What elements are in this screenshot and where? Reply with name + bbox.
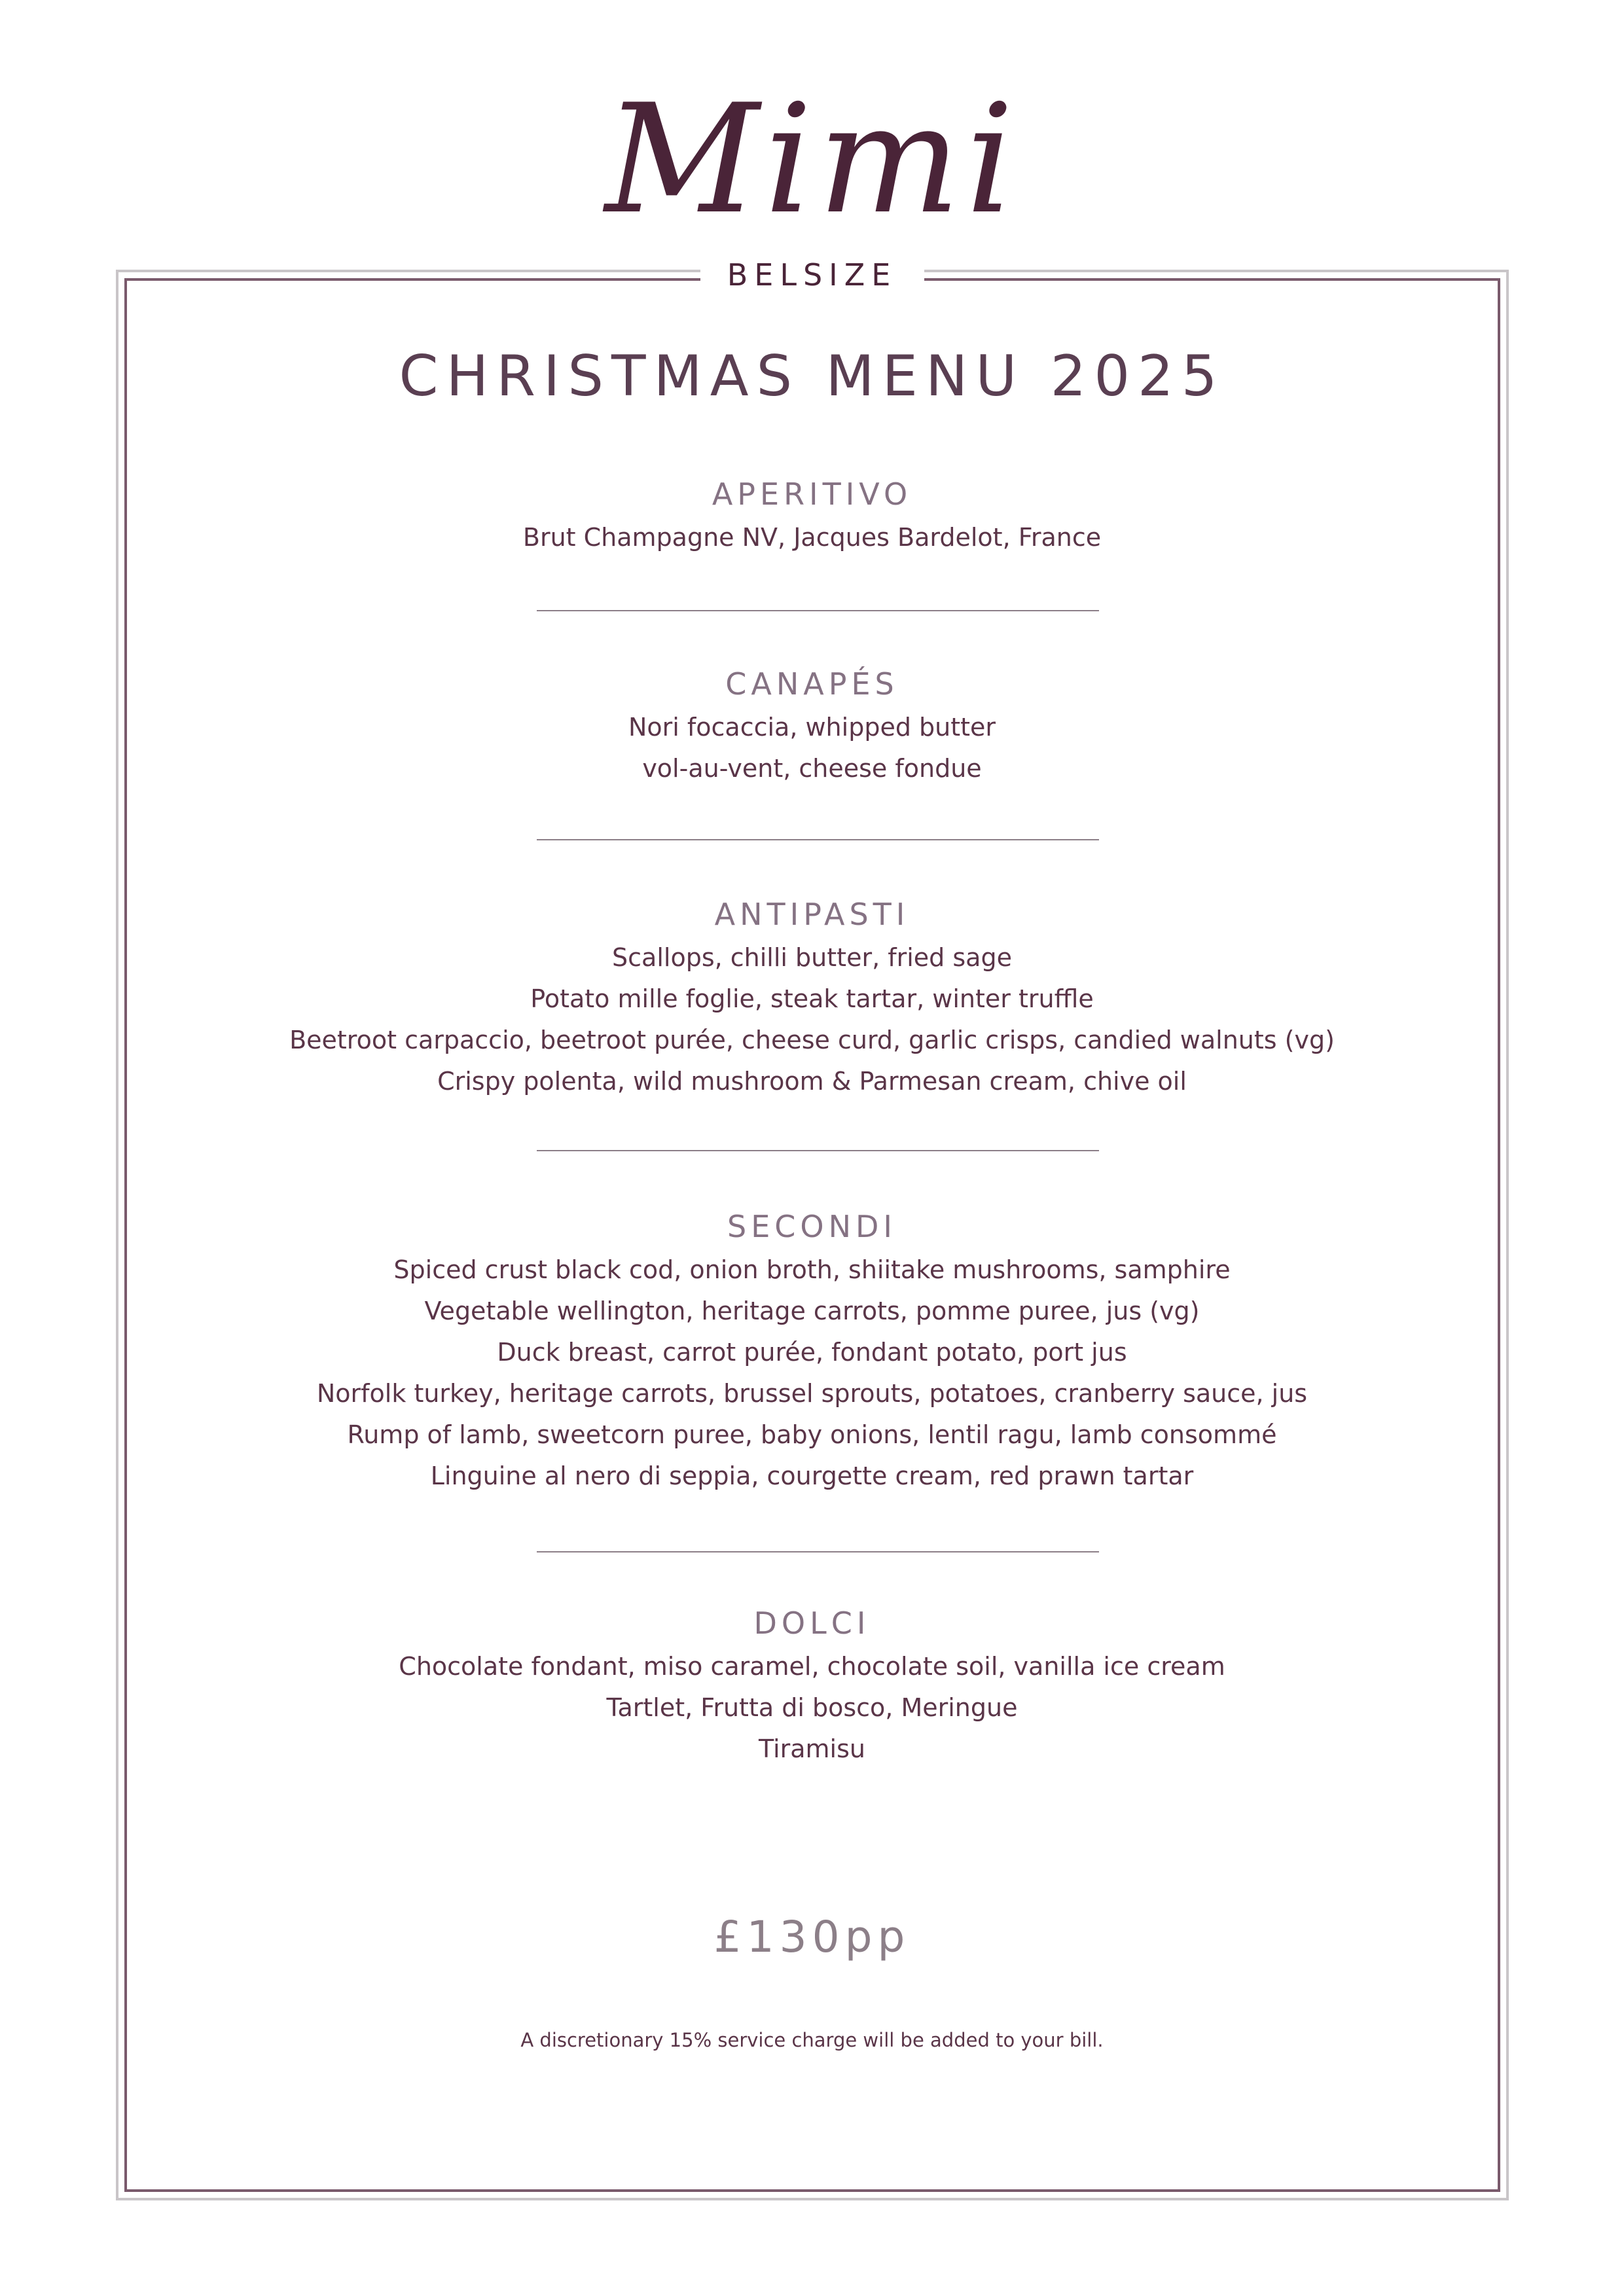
section-heading: DOLCI xyxy=(753,1605,871,1641)
menu-item: vol-au-vent, cheese fondue xyxy=(642,754,982,783)
section-canapes xyxy=(0,661,1624,789)
mimi-logo: Mimi xyxy=(605,73,1019,247)
service-charge-note: A discretionary 15% service charge will be added to your bill. xyxy=(520,2029,1104,2051)
menu-item: Potato mille foglie, steak tartar, winter truffle xyxy=(530,984,1094,1013)
menu-item: Tiramisu xyxy=(759,1734,865,1763)
menu-item: Linguine al nero di seppia, courgette cream, red prawn tartar xyxy=(430,1462,1194,1490)
menu-item: Crispy polenta, wild mushroom & Parmesan cream, chive oil xyxy=(437,1067,1187,1096)
section-heading: SECONDI xyxy=(727,1209,897,1244)
menu-item: Tartlet, Frutta di bosco, Meringue xyxy=(606,1693,1018,1722)
logo-subtitle: BELSIZE xyxy=(727,257,897,293)
section-antipasti xyxy=(0,891,1624,1102)
menu-item: Norfolk turkey, heritage carrots, brussel sprouts, potatoes, cranberry sauce, jus xyxy=(316,1379,1308,1408)
menu-item: Nori focaccia, whipped butter xyxy=(628,713,996,742)
section-divider xyxy=(537,839,1099,840)
menu-price: £130pp xyxy=(713,1912,911,1962)
section-divider xyxy=(537,1150,1099,1151)
menu-item: Scallops, chilli butter, fried sage xyxy=(612,943,1012,972)
section-heading: APERITIVO xyxy=(712,476,912,512)
menu-item: Chocolate fondant, miso caramel, chocolate soil, vanilla ice cream xyxy=(399,1652,1225,1681)
section-aperitivo xyxy=(0,471,1624,558)
menu-item: Rump of lamb, sweetcorn puree, baby onions, lentil ragu, lamb consommé xyxy=(347,1420,1277,1449)
menu-item: Vegetable wellington, heritage carrots, pomme puree, jus (vg) xyxy=(424,1297,1200,1325)
section-secondi xyxy=(0,1204,1624,1497)
section-divider xyxy=(537,1551,1099,1552)
section-heading: CANAPÉS xyxy=(725,666,899,702)
menu-item: Beetroot carpaccio, beetroot purée, cheese curd, garlic crisps, candied walnuts (vg) xyxy=(289,1026,1335,1054)
menu-title: CHRISTMAS MENU 2025 xyxy=(399,344,1225,409)
section-divider xyxy=(537,610,1099,611)
menu-item: Spiced crust black cod, onion broth, shiitake mushrooms, samphire xyxy=(393,1255,1231,1284)
menu-item: Duck breast, carrot purée, fondant potato, port jus xyxy=(497,1338,1127,1367)
section-heading: ANTIPASTI xyxy=(714,897,910,932)
section-dolci xyxy=(0,1600,1624,1770)
menu-item: Brut Champagne NV, Jacques Bardelot, France xyxy=(522,523,1102,552)
